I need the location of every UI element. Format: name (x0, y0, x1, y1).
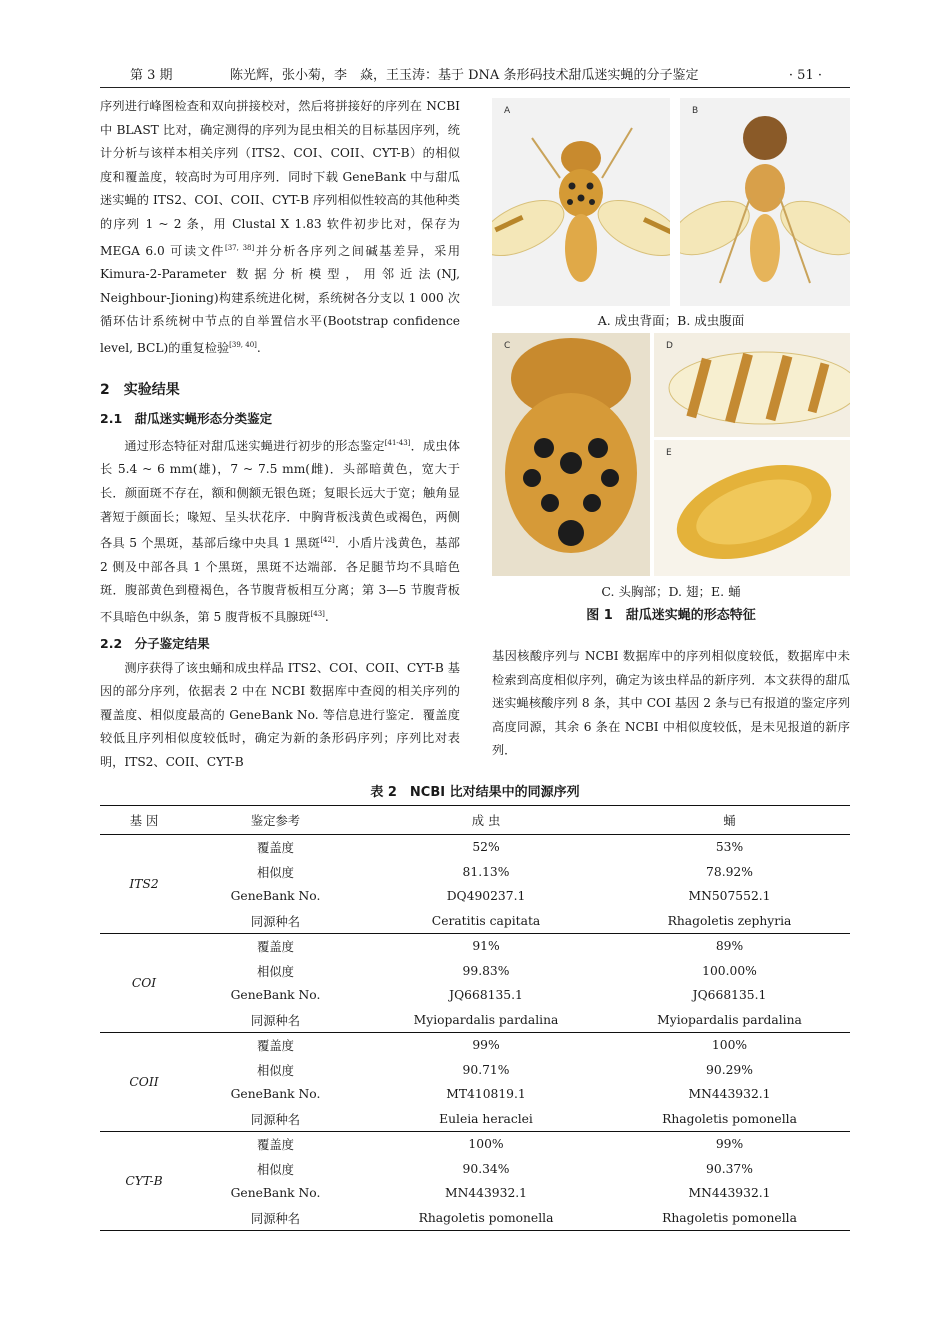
table-row (100, 1181, 850, 1206)
gene-name-cell: COI (100, 934, 188, 1033)
reference-label-cell: 同源种名 (188, 1107, 363, 1132)
pupa-value-cell: MN443932.1 (688, 1186, 771, 1201)
subsection-heading: 2.2 分子鉴定结果 (100, 635, 210, 651)
column-header-adult: 成 虫 (363, 806, 609, 835)
reference-label-cell: GeneBank No. (230, 988, 321, 1003)
figure-panel-b: B (680, 98, 850, 306)
table-row (100, 1206, 850, 1231)
page-number: · 51 · (788, 68, 822, 83)
citation: [42] (320, 536, 335, 545)
reference-label-cell: 覆盖度 (257, 841, 294, 856)
figure-panel-e: E (654, 440, 850, 576)
reference-label-cell: 同源种名 (188, 909, 363, 934)
adult-value-cell: Myiopardalis pardalina (363, 1008, 609, 1033)
pupa-value-cell: MN443932.1 (688, 1087, 771, 1102)
adult-value-cell: Ceratitis capitata (363, 909, 609, 934)
wing-illustration (654, 333, 850, 437)
adult-value-cell: 52% (472, 840, 500, 855)
column-header-gene: 基 因 (100, 806, 188, 835)
pupa-value-cell: JQ668135.1 (692, 988, 767, 1003)
table-row (100, 934, 850, 959)
pupa-value-cell: 53% (715, 840, 744, 855)
citation: [43] (310, 609, 325, 618)
reference-label-cell: 同源种名 (188, 1206, 363, 1231)
table-row (100, 1058, 850, 1083)
figure-panel-c: C (492, 333, 650, 576)
column-header-reference: 鉴定参考 (188, 806, 363, 835)
pupa-illustration (654, 440, 850, 576)
reference-label-cell: GeneBank No. (230, 889, 321, 904)
header-rule (100, 87, 850, 88)
pupa-value-cell: Rhagoletis pomonella (609, 1107, 850, 1132)
pupa-value-cell: 99% (715, 1137, 744, 1152)
column-header-pupa: 蛹 (609, 806, 850, 835)
reference-label-cell: 覆盖度 (257, 1039, 294, 1054)
running-header (100, 66, 850, 86)
table-row (100, 1082, 850, 1107)
table-row (100, 983, 850, 1008)
table-row (100, 835, 850, 860)
pupa-value-cell: 90.29% (706, 1062, 753, 1077)
reference-label-cell: GeneBank No. (230, 1087, 321, 1102)
molecular-paragraph: 测序获得了该虫蛹和成虫样品 ITS2、COI、COII、CYT-B 基因的部分序列，依据表 2 中在 NCBI 数据库中查阅的相关序列的覆盖度、相似度最高的 GeneBank No. 等信息进行鉴定．覆盖度较低且序列相似度较低时，确定为新的条形码序列；序列比对表明，ITS2、COII、CYT-B (100, 660, 460, 769)
figure-title: 图 1 甜瓜迷实蝇的形态特征 (586, 608, 756, 623)
fly-dorsal-illustration (492, 98, 670, 306)
adult-value-cell: Euleia heraclei (363, 1107, 609, 1132)
left-column (100, 95, 460, 775)
citation: [39, 40] (229, 341, 257, 349)
adult-value-cell: JQ668135.1 (449, 988, 523, 1003)
figure-panel-a: A (492, 98, 670, 306)
adult-value-cell: Rhagoletis pomonella (363, 1206, 609, 1231)
table-row (100, 1107, 850, 1132)
issue-number: 第 3 期 (130, 68, 173, 83)
citation: [41-43] (384, 438, 411, 447)
figure-caption-cde: C. 头胸部；D. 翅；E. 蛹 (601, 584, 741, 599)
right-column (492, 645, 850, 763)
table-row (100, 1033, 850, 1058)
figure-caption-ab: A. 成虫背面；B. 成虫腹面 (597, 313, 745, 328)
reference-label-cell: 覆盖度 (257, 1138, 294, 1153)
adult-value-cell: 81.13% (462, 864, 510, 879)
reference-label-cell: 同源种名 (188, 1008, 363, 1033)
reference-label-cell: GeneBank No. (230, 1186, 321, 1201)
pupa-value-cell: 78.92% (706, 864, 753, 879)
pupa-value-cell: 100.00% (702, 963, 757, 978)
adult-value-cell: MN443932.1 (444, 1186, 528, 1201)
conclusion-paragraph: 基因核酸序列与 NCBI 数据库中的序列相似度较低，数据库中未检索到高度相似序列，确定为该虫样品的新序列．本文获得的甜瓜迷实蝇核酸序列 8 条，其中 COI 基因 2 条与已有报道的鉴定序列高度同源，其余 6 条在 NCBI 中相似度较低，是未见报道的新序列． (492, 649, 850, 758)
pupa-value-cell: 90.37% (706, 1161, 753, 1176)
table-row (100, 959, 850, 984)
reference-label-cell: 相似度 (257, 865, 294, 880)
table-row (100, 1157, 850, 1182)
figure-panel-d: D (654, 333, 850, 437)
table-row (100, 884, 850, 909)
fly-ventral-illustration (680, 98, 850, 306)
table-row (100, 1132, 850, 1157)
adult-value-cell: 90.71% (462, 1062, 510, 1077)
gene-name-cell: COII (100, 1033, 188, 1132)
adult-value-cell: 100% (468, 1137, 504, 1152)
adult-value-cell: 99% (472, 1038, 500, 1053)
pupa-value-cell: MN507552.1 (688, 889, 771, 904)
table-title: 表 2 NCBI 比对结果中的同源序列 (370, 785, 580, 800)
pupa-value-cell: Myiopardalis pardalina (609, 1008, 850, 1033)
table-row (100, 909, 850, 934)
gene-name-cell: CYT-B (100, 1132, 188, 1231)
reference-label-cell: 相似度 (257, 1162, 294, 1177)
adult-value-cell: MT410819.1 (446, 1087, 526, 1102)
adult-value-cell: 99.83% (462, 963, 510, 978)
table-header-row (100, 806, 850, 835)
adult-value-cell: DQ490237.1 (446, 889, 526, 904)
header-title: 陈光辉，张小菊，李 焱，王玉涛：基于 DNA 条形码技术甜瓜迷实蝇的分子鉴定 (230, 68, 699, 83)
gene-name-cell: ITS2 (100, 835, 188, 934)
homology-table (100, 805, 850, 1231)
methods-paragraph: 序列进行峰图检查和双向拼接校对，然后将拼接好的序列在 NCBI 中 BLAST 比对，确定测得的序列为昆虫相关的目标基因序列，统计分析与该样本相关序列（ITS2、COI、COII、CYT-B）的相似度和覆盖度，较高时为可用序列．同时下载 GeneBank 中与甜瓜迷实蝇的 ITS2、COI、COII、CYT-B 序列相似性较高的其他种类的序列 1 ~ 2 条，用 Clustal X 1.83 软件初步比对，保存为 MEGA 6.0 可读文件[37, 38]并分析各序列之间碱基差异，采用 Kimura-2-Parameter 数据分析模型，用邻近法(NJ, Neighbour-Jioning)构建系统进化树，系统树各分支以 1 000 次循环估计系统树中节点的自举置信水平(Bootstrap confidence level, BCL)的重复检验[39, 40]. (100, 99, 461, 356)
pupa-value-cell: 100% (711, 1038, 748, 1053)
pupa-value-cell: Rhagoletis pomonella (609, 1206, 850, 1231)
head-thorax-illustration (492, 333, 650, 576)
reference-label-cell: 相似度 (257, 964, 294, 979)
adult-value-cell: 90.34% (462, 1161, 510, 1176)
table-row (100, 1008, 850, 1033)
reference-label-cell: 相似度 (257, 1063, 294, 1078)
adult-value-cell: 91% (472, 939, 500, 954)
reference-label-cell: 覆盖度 (257, 940, 294, 955)
morphology-paragraph: 通过形态特征对甜瓜迷实蝇进行初步的形态鉴定[41-43]．成虫体长 5.4 ~ 6 mm(雄)，7 ~ 7.5 mm(雌)．头部暗黄色，宽大于长．颜面斑不存在，额和侧额无银色斑；复眼长远大于宽；触角显著短于颜面长；喙短、呈头状花序．中胸背板浅黄色或褐色，两侧各具 5 个黑斑，基部后缘中央具 1 黑斑[42]．小盾片浅黄色，基部 2 侧及中部各具 1 个黑斑，黑斑不达端部．各足腿节均不具暗色斑．腹部黄色到橙褐色，各节腹背板相互分离；第 3—5 节腹背板不具暗色中纵条，第 5 腹背板不具腺斑[43]. (100, 438, 461, 624)
table-row (100, 860, 850, 885)
citation: [37, 38] (224, 243, 255, 252)
section-heading: 2 实验结果 (100, 381, 180, 398)
pupa-value-cell: 89% (715, 939, 744, 954)
subsection-heading: 2.1 甜瓜迷实蝇形态分类鉴定 (100, 410, 273, 426)
pupa-value-cell: Rhagoletis zephyria (609, 909, 850, 934)
